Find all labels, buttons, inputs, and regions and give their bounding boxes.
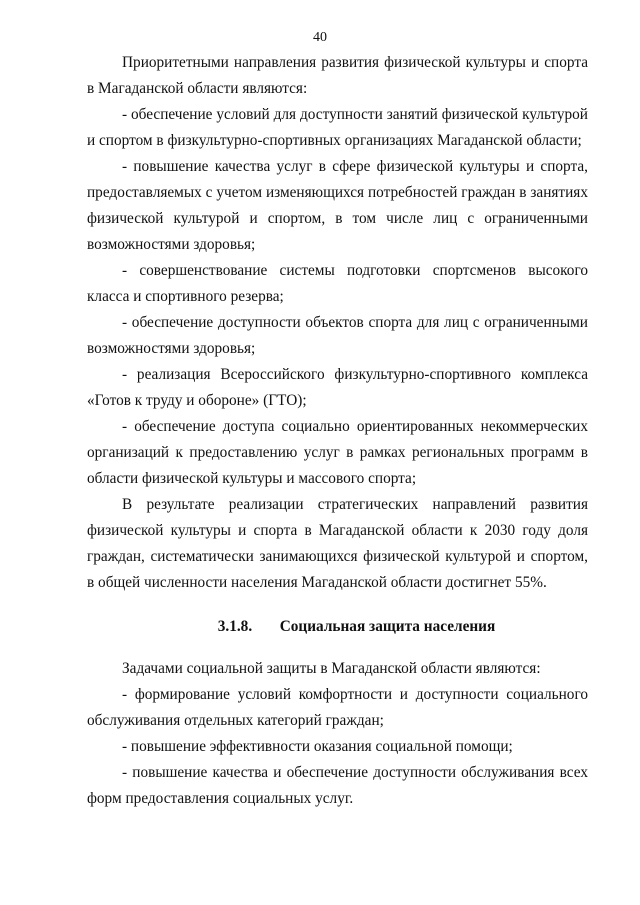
page-number: 40 [313,30,327,45]
list-item: - реализация Всероссийского физкультурно-спортивного комплекса «Готов к труду и обороне» (ГТО); [87,366,588,409]
paragraph: Задачами социальной защиты в Магаданской области являются: [122,660,541,677]
list-item: - повышение качества и обеспечение доступности обслуживания всех форм предоставления социальных услуг. [87,764,588,807]
list-item: - обеспечение доступности объектов спорта для лиц с ограниченными возможностями здоровья; [87,314,588,357]
list-item: - обеспечение доступа социально ориентированных некоммерческих организаций к предоставлению услуг в рамках региональных программ в области физической культуры и массового спорта; [87,418,588,487]
document-body [87,50,588,812]
section-title: Социальная защита населения [279,618,496,635]
list-item: - совершенствование системы подготовки спортсменов высокого класса и спортивного резерва; [87,262,588,305]
list-item: - обеспечение условий для доступности занятий физической культурой и спортом в физкультурно-спортивных организациях Магаданской области; [87,106,588,149]
list-item: - формирование условий комфортности и доступности социального обслуживания отдельных категорий граждан; [87,686,588,729]
section-number: 3.1.8. [217,618,253,635]
list-item: - повышение качества услуг в сфере физической культуры и спорта, предоставляемых с учетом изменяющихся потребностей граждан в занятиях физической культурой и спортом, в том числе лиц с ограниченными возможностями здоровья; [87,158,588,253]
list-item: - повышение эффективности оказания социальной помощи; [122,738,513,755]
paragraph: Приоритетными направления развития физической культуры и спорта в Магаданской области являются: [87,54,588,97]
section-heading [87,614,588,640]
paragraph: В результате реализации стратегических направлений развития физической культуры и спорта в Магаданской области к 2030 году доля граждан, систематически занимающихся физической культурой и спортом, в общей численности населения Магаданской области достигнет 55%. [87,496,588,591]
